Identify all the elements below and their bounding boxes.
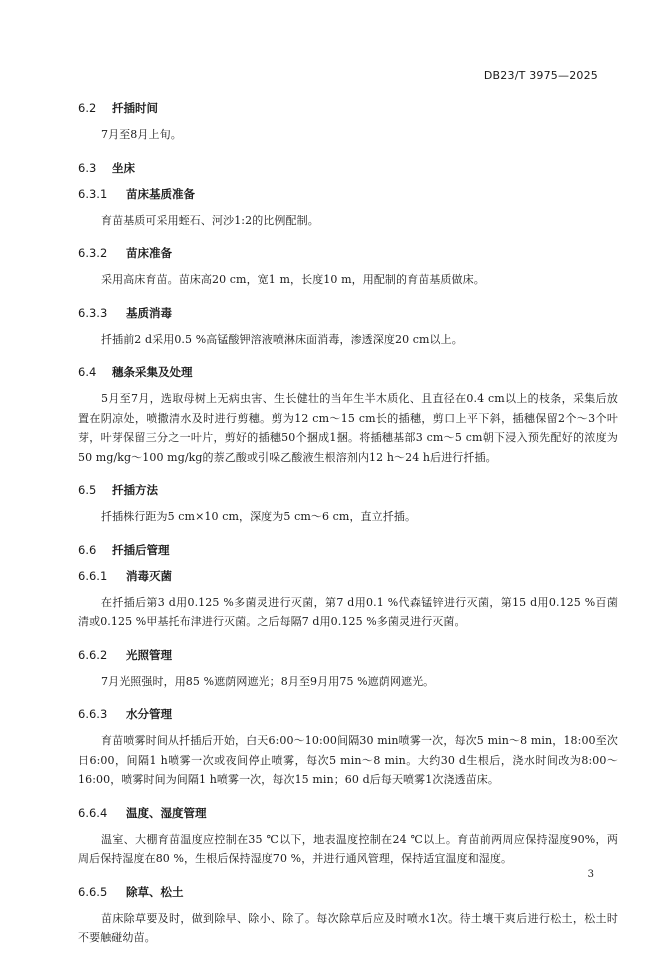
section-number: 6.5 xyxy=(78,483,97,497)
section-heading xyxy=(78,804,618,828)
section-heading xyxy=(78,646,618,670)
section-number: 6.3 xyxy=(78,160,97,175)
section-number: 6.2 xyxy=(78,101,97,115)
section-title: 光照管理 xyxy=(126,647,172,662)
section-paragraph: 苗床除草要及时，做到除早、除小、除了。每次除草后应及时喷水1次。待土壤干爽后进行松土，松土时不要触碰幼苗。 xyxy=(78,911,618,944)
section-title: 水分管理 xyxy=(126,707,172,721)
section-title: 基质消毒 xyxy=(126,305,172,320)
section-number: 6.6.2 xyxy=(78,647,108,662)
section-number: 6.3.1 xyxy=(78,186,108,201)
section-heading xyxy=(78,244,618,268)
section-heading xyxy=(78,481,618,505)
section-title: 温度、湿度管理 xyxy=(126,805,207,820)
section-heading xyxy=(78,159,618,183)
section-heading xyxy=(78,705,618,729)
page-content xyxy=(78,99,618,962)
section-paragraph: 采用高床育苗。苗床高20 cm，宽1 m，长度10 m，用配制的育苗基质做床。 xyxy=(101,273,485,286)
section-number: 6.6.5 xyxy=(78,884,108,899)
section-title: 坐床 xyxy=(112,160,135,175)
section-title: 扦插方法 xyxy=(112,483,158,497)
section-number: 6.3.2 xyxy=(78,246,108,260)
section-heading xyxy=(78,541,618,565)
section-title: 苗床基质准备 xyxy=(126,186,195,201)
section-number: 6.6.3 xyxy=(78,707,108,721)
section-heading xyxy=(78,185,618,209)
section-heading xyxy=(78,304,618,328)
section-paragraph: 扦插株行距为5 cm×10 cm，深度为5 cm～6 cm，直立扦插。 xyxy=(101,510,417,523)
section-title: 除草、松土 xyxy=(126,884,184,899)
section-title: 穗条采集及处理 xyxy=(112,365,193,379)
section-title: 苗床准备 xyxy=(126,246,172,260)
section-paragraph: 7月光照强时，用85 %遮荫网遮光；8月至9月用75 %遮荫网遮光。 xyxy=(101,674,435,688)
page-number: 3 xyxy=(587,869,594,880)
section-heading xyxy=(78,883,618,907)
section-number: 6.6.1 xyxy=(78,568,108,583)
section-number: 6.6 xyxy=(78,542,97,557)
section-heading xyxy=(78,567,618,591)
section-paragraph: 育苗喷雾时间从扦插后开始，白天6:00～10:00间隔30 min喷雾一次，每次5 min～8 min，18:00至次日6:00，间隔1 h喷雾一次或夜间停止喷雾，每次5 min～8 min。大约30 d生根后，浇水时间改为8:00～16:00，喷雾时间为间隔1 h喷雾一次，每次15 min；60 d后每天喷雾1次浇透苗床。 xyxy=(78,734,618,786)
section-title: 扦插时间 xyxy=(112,101,158,115)
section-title: 消毒灭菌 xyxy=(126,568,172,583)
section-title: 扦插后管理 xyxy=(112,542,170,557)
standard-code: DB23/T 3975—2025 xyxy=(483,69,598,82)
section-heading xyxy=(78,363,618,387)
section-paragraph: 育苗基质可采用蛭石、河沙1:2的比例配制。 xyxy=(101,213,319,227)
section-paragraph: 7月至8月上旬。 xyxy=(101,128,182,141)
section-number: 6.6.4 xyxy=(78,805,108,820)
section-paragraph: 扦插前2 d采用0.5 %高锰酸钾溶液喷淋床面消毒，渗透深度20 cm以上。 xyxy=(101,332,463,346)
section-number: 6.4 xyxy=(78,365,97,379)
section-paragraph: 温室、大棚育苗温度应控制在35 ℃以下，地表温度控制在24 ℃以上。育苗前两周应保持湿度90%，两周后保持湿度在80 %，生根后保持湿度70 %，并进行通风管理，保持适宜温度和湿度。 xyxy=(78,832,618,865)
section-paragraph: 在扦插后第3 d用0.125 %多菌灵进行灭菌，第7 d用0.1 %代森锰锌进行灭菌，第15 d用0.125 %百菌清或0.125 %甲基托布津进行灭菌。之后每隔7 d用0.125 %多菌灵进行灭菌。 xyxy=(78,595,618,628)
section-number: 6.3.3 xyxy=(78,305,108,320)
section-heading xyxy=(78,99,618,123)
section-paragraph: 5月至7月，选取母树上无病虫害、生长健壮的当年生半木质化、且直径在0.4 cm以上的枝条，采集后放置在阴凉处，喷撒清水及时进行剪穗。剪为12 cm～15 cm长的插穗，剪口上平下斜，插穗保留2个～3个叶芽，叶芽保留三分之一叶片，剪好的插穗50个捆成1捆。将插穗基部3 cm～5 cm朝下浸入预先配好的浓度为50 mg/kg～100 mg/kg的萘乙酸或引哚乙酸液生根溶剂内12 h～24 h后进行扦插。 xyxy=(78,392,618,464)
